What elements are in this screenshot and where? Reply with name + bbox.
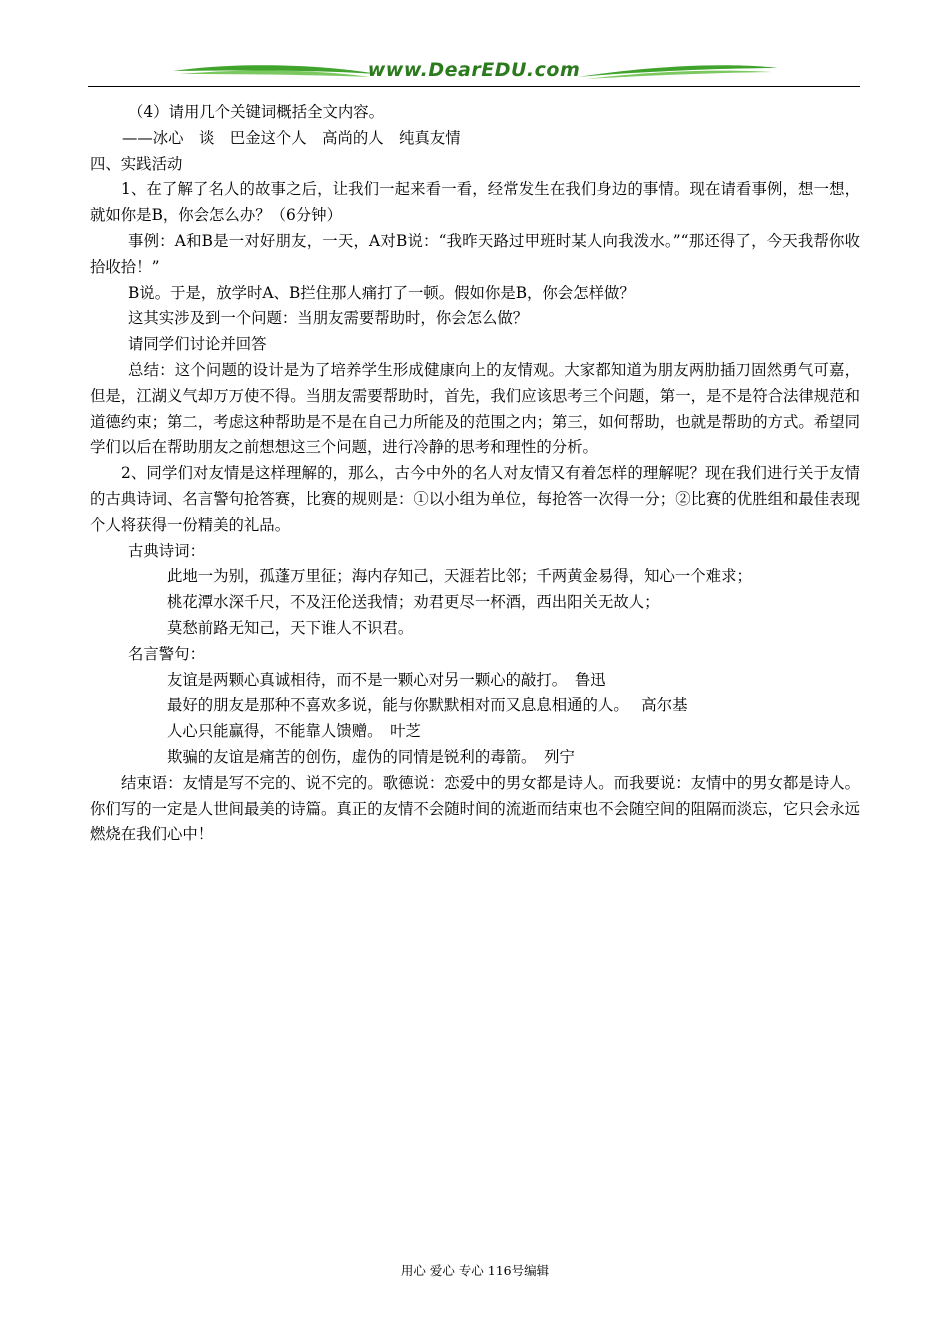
section-heading-practice: 四、实践活动 — [90, 154, 183, 173]
paragraph-conclusion: 结束语：友情是写不完的、说不完的。歌德说：恋爱中的男女都是诗人。而我要说：友情中的男女都是诗人。你们写的一定是人世间最美的诗篇。真正的友情不会随时间的流逝而结束也不会随空间的阻隔而淡忘，它只会永远燃烧在我们心中！ — [90, 773, 860, 844]
quote-line-2: 最好的朋友是那种不喜欢多说，能与你默默相对而又息息相通的人。 高尔基 — [167, 696, 688, 715]
document-body — [90, 100, 860, 848]
poem-line-1: 此地一为别，孤蓬万里征；海内存知己，天涯若比邻；千两黄金易得，知心一个难求； — [167, 567, 752, 586]
brand-logo-text: www.DearEDU.com — [367, 59, 581, 81]
poem-line-2: 桃花潭水深千尺，不及汪伦送我情；劝君更尽一杯酒，西出阳关无故人； — [167, 593, 660, 612]
quote-line-3: 人心只能赢得，不能靠人馈赠。 叶芝 — [167, 722, 421, 741]
paragraph-example: 事例：A和B是一对好朋友，一天，A对B说：“我昨天路过甲班时某人向我泼水。”“那还得了，今天我帮你收拾收拾！” — [90, 231, 860, 276]
label-famous-quotes: 名言警句： — [128, 644, 205, 663]
quote-line-1: 友谊是两颗心真诚相待，而不是一颗心对另一颗心的敲打。 鲁迅 — [167, 670, 606, 689]
paragraph-b-said: B说。于是，放学时A、B拦住那人痛打了一顿。假如你是B，你会怎样做？ — [128, 283, 635, 302]
paragraph-activity-2: 2、同学们对友情是这样理解的，那么，古今中外的名人对友情又有着怎样的理解呢？现在我们进行关于友情的古典诗词、名言警句抢答赛，比赛的规则是：①以小组为单位，每抢答一次得一分；②比赛的优胜组和最佳表现个人将获得一份精美的礼品。 — [90, 464, 860, 534]
paragraph-discuss: 请同学们讨论并回答 — [128, 335, 267, 354]
paragraph-question-4: （4）请用几个关键词概括全文内容。 — [128, 103, 385, 121]
quote-line-4: 欺骗的友谊是痛苦的创伤，虚伪的同情是锐利的毒箭。 列宁 — [167, 747, 575, 766]
paragraph-activity-1: 1、在了解了名人的故事之后，让我们一起来看一看，经常发生在我们身边的事情。现在请看事例，想一想，就如你是B，你会怎么办？（6分钟） — [90, 180, 860, 225]
page-footer: 用心 爱心 专心 116号编辑 — [400, 1263, 550, 1278]
paragraph-question: 这其实涉及到一个问题：当朋友需要帮助时，你会怎么做？ — [128, 309, 529, 328]
label-classical-poetry: 古典诗词： — [128, 541, 205, 560]
poem-line-3: 莫愁前路无知己，天下谁人不识君。 — [167, 618, 414, 637]
header-rule — [88, 86, 860, 87]
paragraph-keywords: ——冰心 谈 巴金这个人 高尚的人 纯真友情 — [122, 128, 461, 147]
paragraph-summary: 总结：这个问题的设计是为了培养学生形成健康向上的友情观。大家都知道为朋友两肋插刀固然勇气可嘉，但是，江湖义气却万万使不得。当朋友需要帮助时，首先，我们应该思考三个问题，第一，是不是符合法律规范和道德约束；第二，考虑这种帮助是不是在自己力所能及的范围之内；第三，如何帮助，也就是帮助的方式。希望同学们以后在帮助朋友之前想想这三个问题，进行冷静的思考和理性的分析。 — [90, 360, 860, 457]
